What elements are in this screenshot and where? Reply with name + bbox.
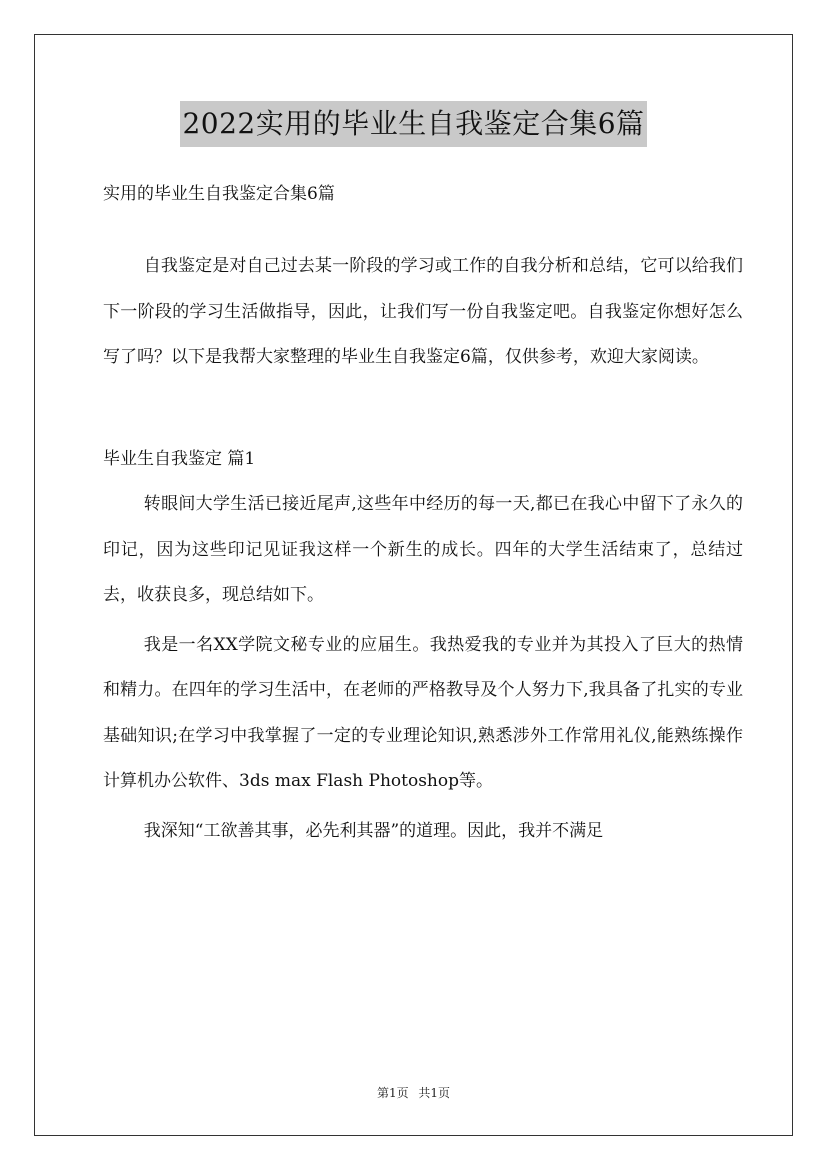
- page-total: 共1页: [418, 1086, 451, 1100]
- body-paragraph: 转眼间大学生活已接近尾声,这些年中经历的每一天,都已在我心中留下了永久的印记，因为这些印记见证我这样一个新生的成长。四年的大学生活结束了，总结过去，收获良多，现总结如下。: [103, 494, 743, 605]
- body-paragraph: 我深知“工欲善其事，必先利其器”的道理。因此，我并不满足: [143, 820, 604, 841]
- intro-paragraph: 自我鉴定是对自己过去某一阶段的学习或工作的自我分析和总结，它可以给我们下一阶段的学习生活做指导，因此，让我们写一份自我鉴定吧。自我鉴定你想好怎么写了吗？以下是我帮大家整理的毕业生自我鉴定6篇，仅供参考，欢迎大家阅读。: [103, 256, 743, 367]
- document-body: [103, 172, 743, 854]
- document-title-text: 2022实用的毕业生自我鉴定合集6篇: [180, 101, 646, 147]
- body-paragraph: 我是一名XX学院文秘专业的应届生。我热爱我的专业并为其投入了巨大的热情和精力。在四年的学习生活中，在老师的严格教导及个人努力下,我具备了扎实的专业基础知识;在学习中我掌握了一定的专业理论知识,熟悉涉外工作常用礼仪,能熟练操作计算机办公软件、3ds max Flash Photoshop等。: [103, 634, 743, 791]
- document-title: [0, 101, 827, 147]
- document-subtitle: 实用的毕业生自我鉴定合集6篇: [103, 184, 335, 204]
- page-number: 第1页: [376, 1086, 409, 1100]
- page-footer: [0, 1084, 827, 1101]
- section-heading: 毕业生自我鉴定 篇1: [103, 448, 256, 469]
